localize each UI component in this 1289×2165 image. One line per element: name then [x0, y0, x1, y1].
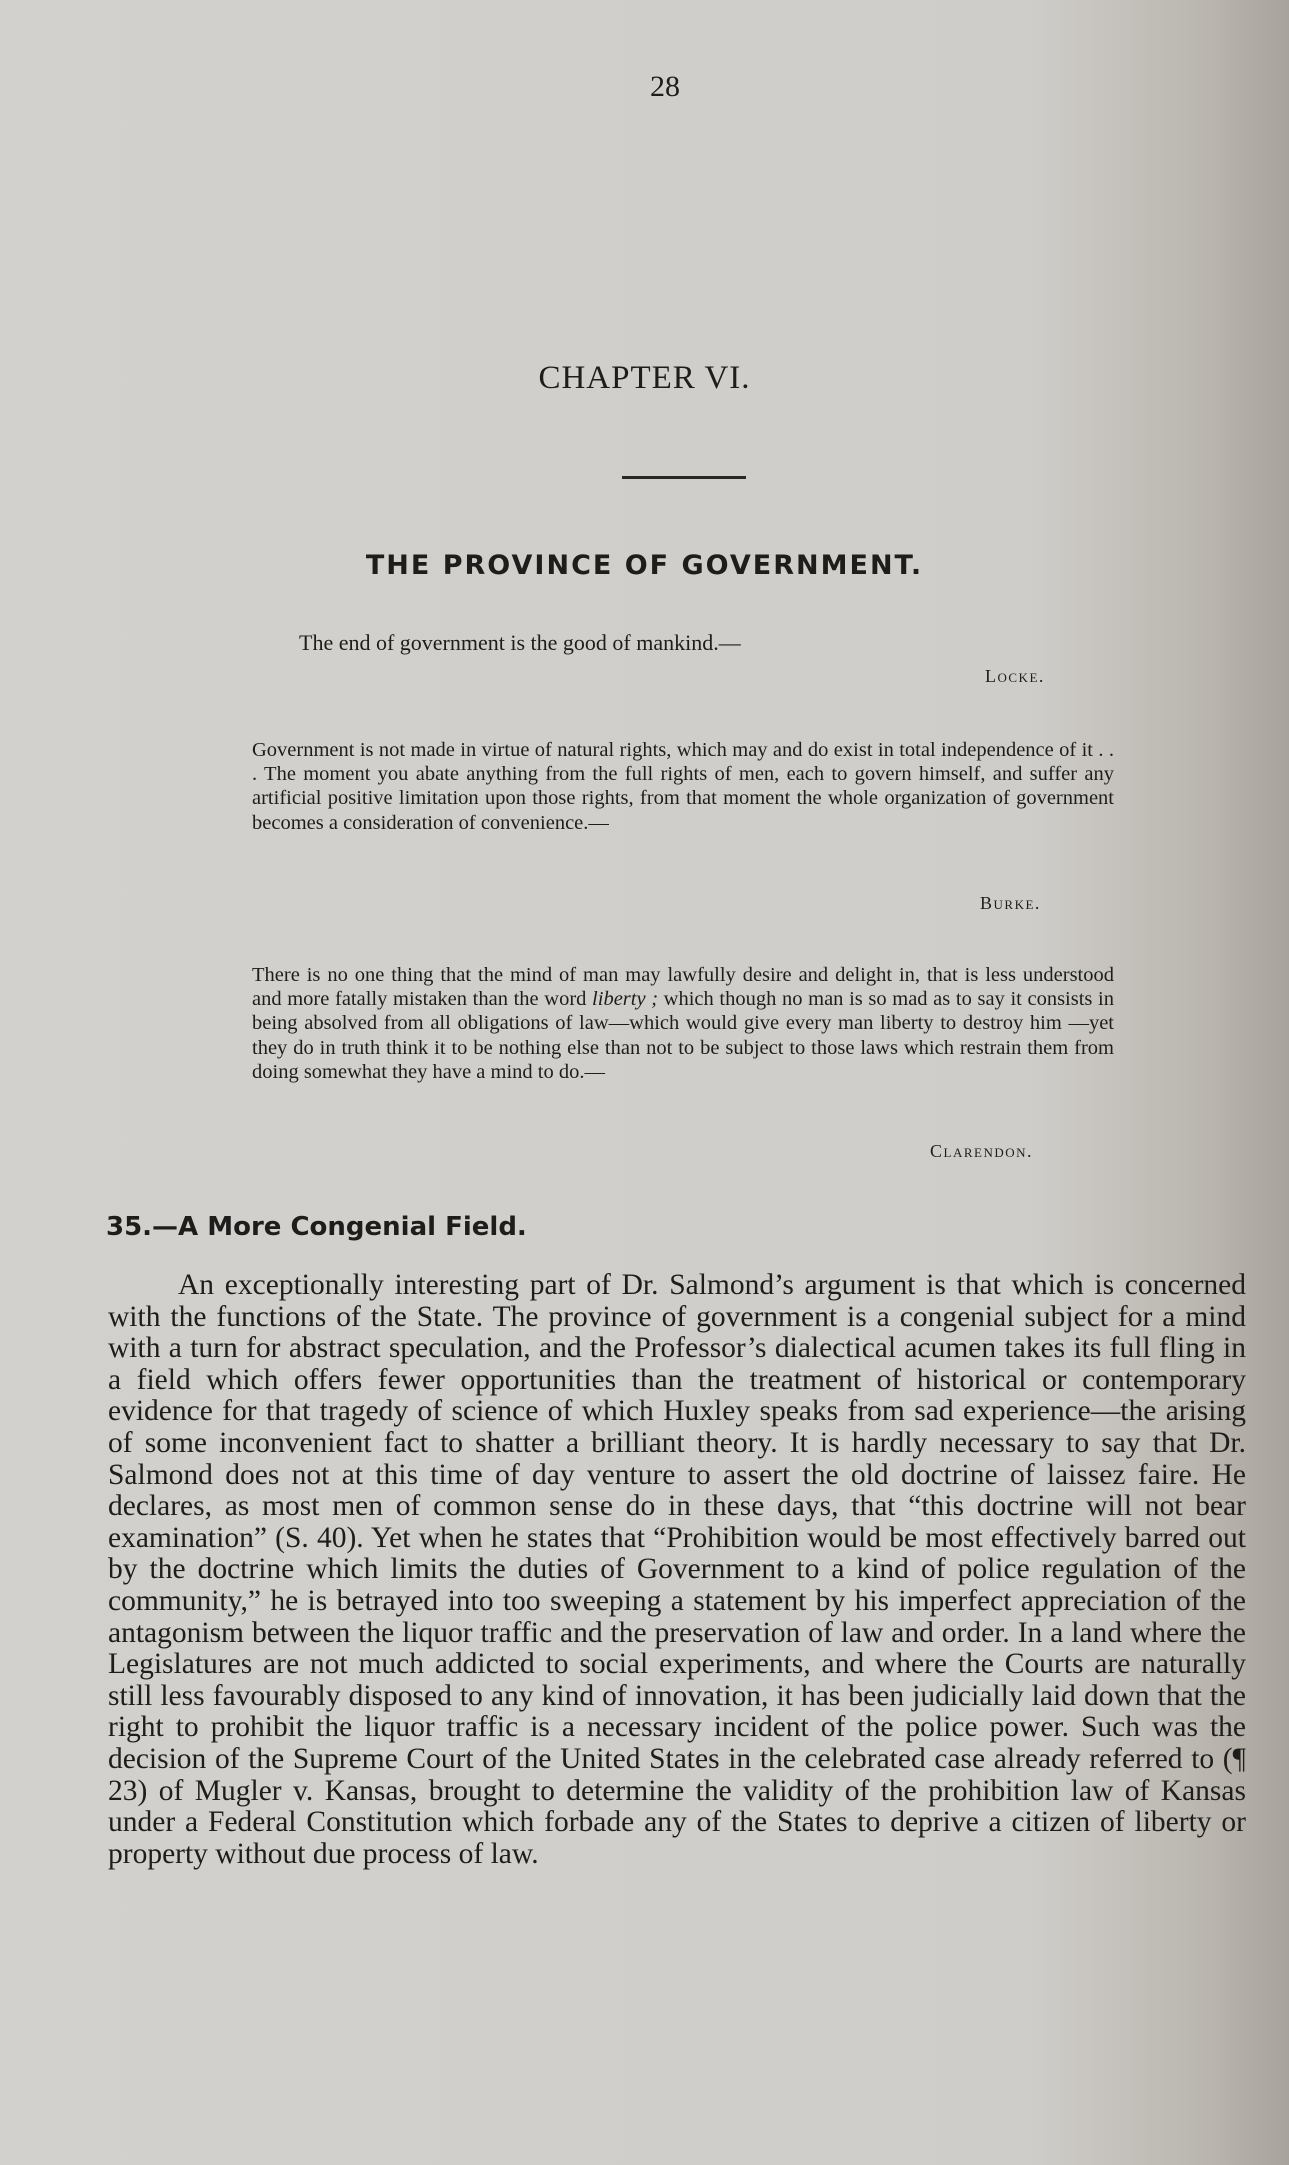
chapter-title: THE PROVINCE OF GOVERNMENT. [365, 550, 924, 581]
chapter-divider [622, 476, 746, 479]
epigraph-clarendon-text-after: which though no man is so mad as to say it consists in being absolved from all obligations of law—which would give every man liberty to destroy him —yet they do in truth think it to be nothing else than not to be subject to those laws which restrain them from doing somewhat they have a mind to do.— [252, 988, 1114, 1083]
epigraph-locke: The end of government is the good of mankind.— [299, 630, 741, 655]
chapter-heading: CHAPTER VI. [538, 360, 751, 396]
epigraph-clarendon-text-before: There is no one thing that the mind of man may lawfully desire and delight in, that is less understood and more fatally mistaken than the word [252, 964, 1114, 1011]
page-number: 28 [650, 70, 680, 103]
epigraph-attribution-clarendon: Clarendon. [930, 1141, 1033, 1161]
epigraph-burke: Government is not made in virtue of natural rights, which may and do exist in total independence of it . . . The moment you abate anything from the full rights of men, each to govern himself, and suffer any artificial positive limitation upon those rights, from that moment the whole organization of government becomes a consideration of convenience.— [252, 739, 1114, 834]
epigraph-attribution-burke: Burke. [980, 893, 1041, 913]
section-heading: 35.—A More Congenial Field. [106, 1212, 527, 1242]
epigraph-attribution-locke: Locke. [985, 666, 1045, 686]
epigraph-clarendon [252, 963, 1114, 1084]
section-body: An exceptionally interesting part of Dr. Salmond’s argument is that which is concerned with the functions of the State. The province of government is a congenial subject for a mind with a turn for abstract speculation, and the Professor’s dialectical acumen takes its full fling in a field which offers fewer opportunities than the treatment of historical or contemporary evidence for that tragedy of science of which Huxley speaks from sad experience—the arising of some inconvenient fact to shatter a brilliant theory. It is hardly necessary to say that Dr. Salmond does not at this time of day venture to assert the old doctrine of laissez faire. He declares, as most men of common sense do in these days, that “this doctrine will not bear examination” (S. 40). Yet when he states that “Prohibition would be most effectively barred out by the doctrine which limits the duties of Government to a kind of police regulation of the community,” he is betrayed into too sweeping a statement by his imperfect appreciation of the antagonism between the liquor traffic and the preservation of law and order. In a land where the Legislatures are not much addicted to social experiments, and where the Courts are naturally still less favourably disposed to any kind of innovation, it has been judicially laid down that the right to prohibit the liquor traffic is a necessary incident of the police power. Such was the decision of the Supreme Court of the United States in the celebrated case already referred to (¶ 23) of Mugler v. Kansas, brought to determine the validity of the prohibition law of Kansas under a Federal Constitution which forbade any of the States to deprive a citizen of liberty or property without due process of law. [108, 1269, 1246, 1870]
epigraph-clarendon-emphasis: liberty ; [592, 988, 659, 1011]
